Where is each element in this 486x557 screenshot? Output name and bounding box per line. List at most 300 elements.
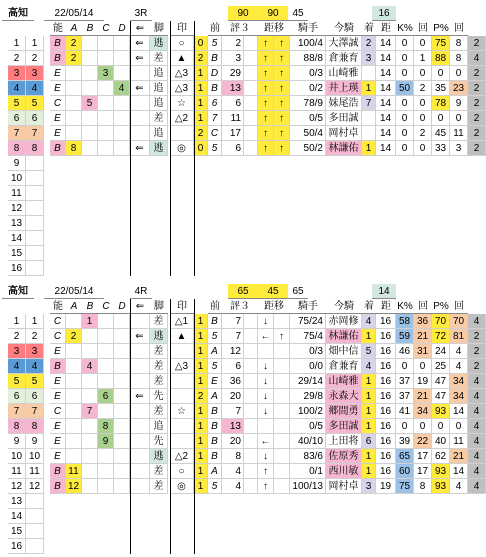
odds-value: 100/4 xyxy=(290,36,326,51)
hyo-cell xyxy=(244,329,258,344)
finish-cell: 1 xyxy=(362,404,376,419)
style-cell: 差 xyxy=(150,359,168,374)
a-value xyxy=(66,111,82,126)
row-index: 13 xyxy=(8,216,26,231)
distance-cell: 14 xyxy=(376,81,396,96)
prediction-mark: △3 xyxy=(170,359,194,374)
ppct-cell: 88 xyxy=(432,51,450,66)
kpct-cell: 50 xyxy=(396,81,414,96)
kai2-cell: 81 xyxy=(450,329,468,344)
noh-grade: E xyxy=(50,126,66,141)
d-value: 4 xyxy=(114,81,130,96)
arrow-mark xyxy=(130,359,150,374)
row-index: 9 xyxy=(8,434,26,449)
b-value xyxy=(82,141,98,156)
arrow-mark xyxy=(130,126,150,141)
noh-grade: B xyxy=(50,141,66,156)
hyo-cell xyxy=(244,51,258,66)
table-row xyxy=(0,156,486,171)
jockey-name: 大澤誠 xyxy=(326,36,362,51)
kpct-cell: 59 xyxy=(396,329,414,344)
b-value xyxy=(82,51,98,66)
finish-cell: 1 xyxy=(362,141,376,156)
noh-grade: E xyxy=(50,66,66,81)
noh-grade: E xyxy=(50,434,66,449)
end-cell: 2 xyxy=(468,81,486,96)
row-index: 14 xyxy=(8,231,26,246)
table-row xyxy=(0,509,486,524)
horse-number: 3 xyxy=(26,344,44,359)
b-value xyxy=(82,389,98,404)
arrow-mark xyxy=(130,434,150,449)
end-cell: 4 xyxy=(468,314,486,329)
b-value xyxy=(82,449,98,464)
horse-number: 6 xyxy=(26,389,44,404)
horse-number: 8 xyxy=(26,141,44,156)
arrow-mark: ⇐ xyxy=(130,81,150,96)
hyo-cell xyxy=(244,359,258,374)
col-kpct: K% xyxy=(397,23,413,34)
kyori-arrow-2 xyxy=(274,449,290,464)
kyori-arrow: ↑ xyxy=(258,126,274,141)
arrow-mark: ⇐ xyxy=(130,329,150,344)
mae-value: 4 xyxy=(222,464,244,479)
b-value: 7 xyxy=(82,404,98,419)
bracket-cell: 1 xyxy=(194,464,208,479)
ppct-cell: 93 xyxy=(432,404,450,419)
class-cell: B xyxy=(208,419,222,434)
d-value xyxy=(114,434,130,449)
col-hyo: 評３ xyxy=(222,299,258,314)
noh-grade: E xyxy=(50,419,66,434)
a-value xyxy=(66,449,82,464)
mae-value: 6 xyxy=(222,359,244,374)
c-value xyxy=(98,111,114,126)
noh-grade: E xyxy=(50,344,66,359)
distance-cell: 14 xyxy=(376,66,396,81)
kai-cell: 0 xyxy=(414,359,432,374)
d-value xyxy=(114,96,130,111)
jockey-name: 畑中信 xyxy=(326,344,362,359)
bracket-rule xyxy=(194,21,195,276)
hyo-cell xyxy=(244,419,258,434)
kyori-arrow: ↓ xyxy=(258,449,274,464)
ppct-cell: 78 xyxy=(432,96,450,111)
section-header xyxy=(0,6,486,21)
odds-value: 78/9 xyxy=(290,96,326,111)
kai-cell: 2 xyxy=(414,81,432,96)
mae-value: 4 xyxy=(222,479,244,494)
a-value xyxy=(66,419,82,434)
col-a: A xyxy=(66,299,82,314)
finish-cell: 3 xyxy=(362,479,376,494)
odds-value: 88/8 xyxy=(290,51,326,66)
kyori-arrow: ↑ xyxy=(258,96,274,111)
prediction-mark: ☆ xyxy=(170,96,194,111)
col-c: C xyxy=(98,21,114,36)
kyori-arrow: ↑ xyxy=(258,464,274,479)
prediction-mark: ☆ xyxy=(170,404,194,419)
ppct-cell: 33 xyxy=(432,141,450,156)
kyori-arrow-2 xyxy=(274,419,290,434)
prediction-mark: ○ xyxy=(170,464,194,479)
kyori-arrow: ↓ xyxy=(258,389,274,404)
kai2-cell: 70 xyxy=(450,314,468,329)
d-value xyxy=(114,359,130,374)
finish-cell xyxy=(362,111,376,126)
row-index: 4 xyxy=(8,359,26,374)
prediction-mark: △3 xyxy=(170,81,194,96)
col-arrow: ⇐ xyxy=(130,299,150,314)
ppct-cell: 24 xyxy=(432,344,450,359)
a-value xyxy=(66,344,82,359)
kai2-cell: 4 xyxy=(450,344,468,359)
prediction-mark xyxy=(170,126,194,141)
finish-cell: 1 xyxy=(362,419,376,434)
arrow-mark xyxy=(130,111,150,126)
table-row xyxy=(0,539,486,554)
finish-cell: 5 xyxy=(362,344,376,359)
finish-cell: 1 xyxy=(362,449,376,464)
col-kpct: K% xyxy=(397,301,413,312)
kpct-cell: 0 xyxy=(396,359,414,374)
kyori-arrow: ↑ xyxy=(258,479,274,494)
arrow-mark: ⇐ xyxy=(130,36,150,51)
finish-cell: 4 xyxy=(362,359,376,374)
mae-value: 2 xyxy=(222,36,244,51)
distance-cell: 14 xyxy=(376,141,396,156)
hyo-cell xyxy=(244,314,258,329)
finish-cell: 1 xyxy=(362,464,376,479)
horse-number xyxy=(26,494,44,509)
b-value xyxy=(82,81,98,96)
d-value xyxy=(114,329,130,344)
distance-cell: 16 xyxy=(376,404,396,419)
style-cell: 差 xyxy=(150,464,168,479)
a-value xyxy=(66,126,82,141)
odds-value: 0/2 xyxy=(290,81,326,96)
kai-cell: 36 xyxy=(414,314,432,329)
noh-grade: B xyxy=(50,359,66,374)
a-value xyxy=(66,81,82,96)
kpct-cell: 0 xyxy=(396,36,414,51)
b-value xyxy=(82,126,98,141)
ppct-cell: 45 xyxy=(432,126,450,141)
col-noh: 能 xyxy=(50,299,66,314)
row-index: 16 xyxy=(8,539,26,554)
style-cell: 逃 xyxy=(150,329,168,344)
style-cell: 差 xyxy=(150,479,168,494)
prediction-mark xyxy=(170,434,194,449)
c-value xyxy=(98,464,114,479)
kyori-arrow-2: ↑ xyxy=(274,141,290,156)
table-row xyxy=(0,66,486,81)
table-row xyxy=(0,479,486,494)
c-value xyxy=(98,126,114,141)
b-value xyxy=(82,329,98,344)
b-value xyxy=(82,434,98,449)
kyori-arrow-2 xyxy=(274,359,290,374)
kyori-arrow xyxy=(258,419,274,434)
finish-cell: 1 xyxy=(362,374,376,389)
jockey-name: 林謙佑 xyxy=(326,329,362,344)
jockey-name: 妹尾浩 xyxy=(326,96,362,111)
odds-value: 50/2 xyxy=(290,141,326,156)
kpct-cell: 37 xyxy=(396,389,414,404)
kai-cell: 1 xyxy=(414,51,432,66)
prediction-mark: △3 xyxy=(170,66,194,81)
finish-cell: 1 xyxy=(362,329,376,344)
c-value xyxy=(98,81,114,96)
style-cell: 追 xyxy=(150,419,168,434)
kai2-cell: 11 xyxy=(450,434,468,449)
kyori-arrow: ↑ xyxy=(258,66,274,81)
class-cell: B xyxy=(208,81,222,96)
mae-value: 13 xyxy=(222,419,244,434)
class-cell: B xyxy=(208,404,222,419)
col-dist: 距 xyxy=(376,21,396,36)
mae-value: 3 xyxy=(222,51,244,66)
horse-number: 6 xyxy=(26,111,44,126)
bracket-cell: 1 xyxy=(194,111,208,126)
race-number: 3R xyxy=(130,6,152,21)
a-value: 8 xyxy=(66,141,82,156)
kai-cell: 0 xyxy=(414,66,432,81)
col-kai: 回 xyxy=(414,299,432,314)
d-value xyxy=(114,36,130,51)
prediction-mark: ▲ xyxy=(170,51,194,66)
kai-cell: 0 xyxy=(414,36,432,51)
kai2-cell: 9 xyxy=(450,96,468,111)
horse-number xyxy=(26,246,44,261)
style-cell: 差 xyxy=(150,374,168,389)
ppct-cell: 93 xyxy=(432,464,450,479)
kai-cell: 0 xyxy=(414,96,432,111)
kai2-cell: 8 xyxy=(450,51,468,66)
kai-cell: 21 xyxy=(414,389,432,404)
jockey-name: 山崎雅 xyxy=(326,66,362,81)
col-b: B xyxy=(82,21,98,36)
kpct-cell: 58 xyxy=(396,314,414,329)
table-row xyxy=(0,419,486,434)
horse-number xyxy=(26,231,44,246)
col-noh: 能 xyxy=(50,21,66,36)
table-row xyxy=(0,374,486,389)
dist-top: 16 xyxy=(372,6,396,21)
ppct-cell: 75 xyxy=(432,36,450,51)
distance-cell: 16 xyxy=(376,464,396,479)
row-index: 4 xyxy=(8,81,26,96)
class-cell: B xyxy=(208,314,222,329)
kpct-cell: 60 xyxy=(396,464,414,479)
kai-cell: 19 xyxy=(414,374,432,389)
end-cell: 2 xyxy=(468,36,486,51)
ppct-cell: 40 xyxy=(432,434,450,449)
hyo-cell xyxy=(244,81,258,96)
kai2-cell: 23 xyxy=(450,81,468,96)
kpct-cell: 0 xyxy=(396,419,414,434)
noh-grade: B xyxy=(50,479,66,494)
race-number: 4R xyxy=(130,284,152,299)
a-value: 11 xyxy=(66,464,82,479)
ppct-cell: 47 xyxy=(432,389,450,404)
jockey-name: 岡村卓 xyxy=(326,479,362,494)
row-index: 11 xyxy=(8,464,26,479)
table-row xyxy=(0,314,486,329)
table-row xyxy=(0,126,486,141)
kyori-arrow-2: ↑ xyxy=(274,66,290,81)
table-row xyxy=(0,389,486,404)
kyori-arrow: ↓ xyxy=(258,404,274,419)
distance-cell: 16 xyxy=(376,434,396,449)
class-cell: 5 xyxy=(208,479,222,494)
horse-number xyxy=(26,216,44,231)
kpct-cell: 0 xyxy=(396,66,414,81)
d-value xyxy=(114,344,130,359)
distance-cell: 14 xyxy=(376,111,396,126)
hyo-cell xyxy=(244,111,258,126)
end-cell: 4 xyxy=(468,404,486,419)
hyo-cell xyxy=(244,464,258,479)
kyori-arrow-2: ↑ xyxy=(274,81,290,96)
kai-cell: 2 xyxy=(414,126,432,141)
jockey-name: 山崎雅 xyxy=(326,374,362,389)
c-value xyxy=(98,344,114,359)
table-row xyxy=(0,261,486,276)
class-cell: 5 xyxy=(208,329,222,344)
row-index: 7 xyxy=(8,404,26,419)
bracket-cell: 1 xyxy=(194,344,208,359)
kyori-arrow-2: ↑ xyxy=(274,51,290,66)
kyori-arrow: ↑ xyxy=(258,81,274,96)
d-value xyxy=(114,374,130,389)
col-ppct: P% xyxy=(433,23,449,34)
ppct-cell: 72 xyxy=(432,329,450,344)
kyori-arrow-2: ↑ xyxy=(274,126,290,141)
class-cell: 7 xyxy=(208,111,222,126)
distance-cell: 14 xyxy=(376,126,396,141)
arrow-mark: ⇐ xyxy=(130,141,150,156)
col-kyori: 距移 xyxy=(258,299,290,314)
kai-cell: 17 xyxy=(414,449,432,464)
horse-number: 2 xyxy=(26,329,44,344)
c-value xyxy=(98,96,114,111)
distance-cell: 19 xyxy=(376,479,396,494)
row-index: 8 xyxy=(8,419,26,434)
kyori-arrow-2 xyxy=(274,389,290,404)
a-value: 12 xyxy=(66,479,82,494)
arrow-mark xyxy=(130,419,150,434)
style-cell: 追 xyxy=(150,126,168,141)
row-index: 14 xyxy=(8,509,26,524)
col-shirushi: 印 xyxy=(170,299,194,314)
ppct-cell: 0 xyxy=(432,111,450,126)
ppct-cell: 0 xyxy=(432,66,450,81)
a-value xyxy=(66,359,82,374)
bracket-cell: 1 xyxy=(194,404,208,419)
finish-cell: 1 xyxy=(362,81,376,96)
horse-number: 2 xyxy=(26,51,44,66)
distance-cell: 16 xyxy=(376,329,396,344)
a-value xyxy=(66,314,82,329)
d-value xyxy=(114,126,130,141)
noh-grade: B xyxy=(50,36,66,51)
prediction-mark: △2 xyxy=(170,111,194,126)
kai2-cell: 0 xyxy=(450,66,468,81)
d-value xyxy=(114,404,130,419)
kai2-cell: 34 xyxy=(450,389,468,404)
horse-number xyxy=(26,261,44,276)
col-hyo: 評３ xyxy=(222,21,258,36)
hyo-cell xyxy=(244,404,258,419)
c-value xyxy=(98,404,114,419)
style-cell: 逃 xyxy=(150,449,168,464)
distance-cell: 16 xyxy=(376,449,396,464)
end-cell: 4 xyxy=(468,464,486,479)
b-value xyxy=(82,66,98,81)
kpct-cell: 46 xyxy=(396,344,414,359)
jockey-name: 赤岡修 xyxy=(326,314,362,329)
kyori-arrow: ↑ xyxy=(258,36,274,51)
finish-cell xyxy=(362,66,376,81)
c-value xyxy=(98,314,114,329)
mae-value: 13 xyxy=(222,81,244,96)
arrow-mark xyxy=(130,404,150,419)
horse-number xyxy=(26,156,44,171)
ppct-cell: 47 xyxy=(432,374,450,389)
col-c: C xyxy=(98,299,114,314)
kyori-arrow xyxy=(258,344,274,359)
table-row xyxy=(0,246,486,261)
class-cell: 5 xyxy=(208,141,222,156)
jockey-name: 多田誠 xyxy=(326,111,362,126)
col-kyaku: 脚 xyxy=(150,299,168,314)
bracket-cell: 0 xyxy=(194,141,208,156)
kai2-cell: 21 xyxy=(450,449,468,464)
kai2-cell: 0 xyxy=(450,111,468,126)
odds-value: 0/5 xyxy=(290,111,326,126)
class-cell: 5 xyxy=(208,36,222,51)
ppct-cell: 0 xyxy=(432,419,450,434)
kai-cell: 22 xyxy=(414,434,432,449)
table-row xyxy=(0,186,486,201)
kyori-arrow: ↑ xyxy=(258,111,274,126)
kpct-cell: 0 xyxy=(396,126,414,141)
end-cell: 2 xyxy=(468,141,486,156)
kyori-arrow-2 xyxy=(274,434,290,449)
a-value: 2 xyxy=(66,36,82,51)
table-row xyxy=(0,494,486,509)
noh-grade: E xyxy=(50,111,66,126)
class-cell: D xyxy=(208,66,222,81)
end-cell: 2 xyxy=(468,96,486,111)
mae-value: 36 xyxy=(222,374,244,389)
horse-number: 1 xyxy=(26,314,44,329)
class-cell: 5 xyxy=(208,359,222,374)
bracket-cell: 1 xyxy=(194,374,208,389)
kyori-arrow-2 xyxy=(274,314,290,329)
row-index: 6 xyxy=(8,389,26,404)
kai2-cell: 11 xyxy=(450,126,468,141)
b-value xyxy=(82,111,98,126)
a-value: 2 xyxy=(66,51,82,66)
a-value xyxy=(66,404,82,419)
bracket-cell: 1 xyxy=(194,66,208,81)
col-b: B xyxy=(82,299,98,314)
kyori-arrow: ↓ xyxy=(258,374,274,389)
mark-rule xyxy=(170,21,171,276)
table-row xyxy=(0,449,486,464)
